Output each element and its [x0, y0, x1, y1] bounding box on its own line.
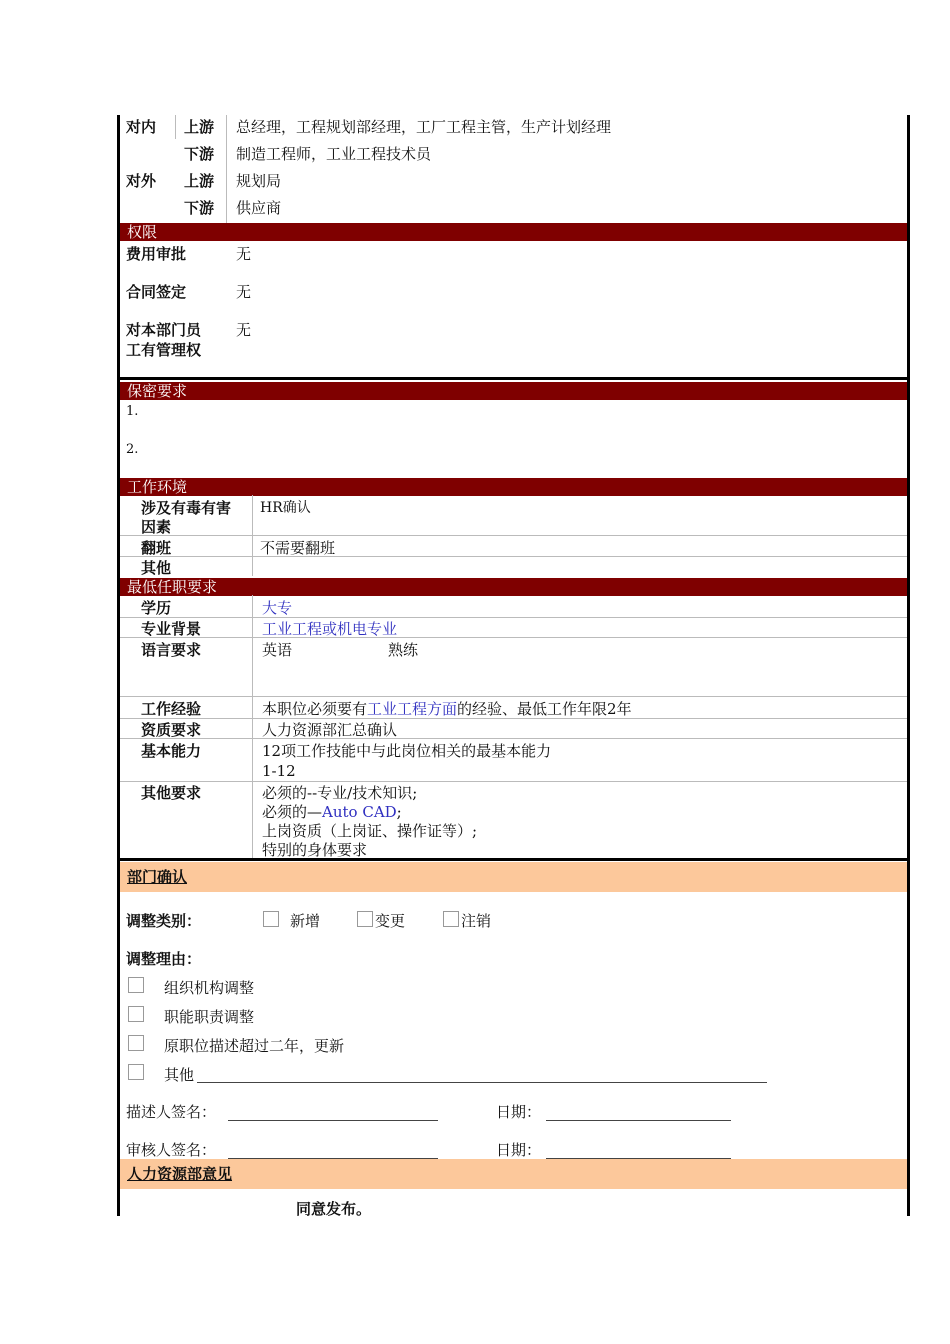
external-upstream-label: 上游: [184, 172, 215, 190]
checkbox-reason-other[interactable]: [128, 1064, 144, 1080]
staff-authority-value: 无: [236, 321, 252, 339]
external-downstream-label: 下游: [184, 199, 215, 217]
row-divider: [120, 637, 907, 638]
major-value: 工业工程或机电专业: [262, 620, 398, 638]
hazard-label-2: 因素: [141, 518, 172, 536]
row-divider: [120, 556, 907, 557]
contract-signing-value: 无: [236, 283, 252, 301]
confidentiality-header: 保密要求: [120, 382, 907, 400]
external-downstream-value: 供应商: [236, 199, 282, 217]
describer-signature-line[interactable]: [228, 1120, 438, 1121]
reason-function: 职能职责调整: [164, 1008, 255, 1026]
reason-other-line[interactable]: [197, 1082, 767, 1083]
describer-date-line[interactable]: [546, 1120, 731, 1121]
checkbox-reason-function[interactable]: [128, 1006, 144, 1022]
checkbox-change[interactable]: [357, 911, 373, 927]
adjust-type-cancel: 注销: [461, 912, 492, 930]
ability-line-2: 1-12: [262, 762, 296, 780]
external-label: 对外: [126, 172, 157, 190]
external-upstream-value: 规划局: [236, 172, 282, 190]
overtime-value: 不需要翻班: [260, 539, 336, 557]
adjust-reason-label: 调整理由：: [126, 950, 202, 968]
internal-upstream-label: 上游: [184, 118, 215, 136]
staff-authority-label-1: 对本部门员: [126, 321, 202, 339]
reviewer-date-label: 日期：: [496, 1141, 542, 1159]
other-req-line-4: 特别的身体要求: [262, 841, 368, 859]
overtime-label: 翻班: [141, 539, 172, 557]
expense-approval-value: 无: [236, 245, 252, 263]
department-confirm-header: 部门确认: [120, 862, 907, 892]
reason-outdated: 原职位描述超过二年，更新: [164, 1037, 345, 1055]
education-label: 学历: [141, 599, 172, 617]
staff-authority-label-2: 工有管理权: [126, 341, 202, 359]
major-label: 专业背景: [141, 620, 202, 638]
reason-org: 组织机构调整: [164, 979, 255, 997]
reason-other: 其他: [164, 1066, 195, 1084]
expense-approval-label: 费用审批: [126, 245, 187, 263]
row-divider: [120, 535, 907, 536]
describer-label: 描述人签名：: [126, 1103, 217, 1121]
job-description-frame: [117, 115, 910, 1216]
relations-divider: [226, 115, 227, 223]
checkbox-new[interactable]: [263, 911, 279, 927]
contract-signing-label: 合同签定: [126, 283, 187, 301]
internal-downstream-value: 制造工程师，工业工程技术员: [236, 145, 432, 163]
authority-header: 权限: [120, 223, 907, 241]
adjust-type-label: 调整类别：: [126, 912, 202, 930]
section-divider: [120, 377, 907, 380]
ability-label: 基本能力: [141, 742, 202, 760]
other-requirements-label: 其他要求: [141, 784, 202, 802]
experience-suffix: 的经验、最低工作年限2年: [457, 700, 632, 718]
row-divider: [120, 718, 907, 719]
environment-other-label: 其他: [141, 559, 172, 577]
environment-header: 工作环境: [120, 478, 907, 496]
checkbox-reason-org[interactable]: [128, 977, 144, 993]
column-divider: [252, 595, 253, 859]
describer-date-label: 日期：: [496, 1103, 542, 1121]
other-req-line-2: [262, 803, 402, 821]
section-divider: [120, 858, 907, 861]
autocad-link: Auto CAD: [322, 803, 397, 821]
adjust-type-change: 变更: [375, 912, 406, 930]
experience-prefix: 本职位必须要有: [262, 700, 368, 718]
qualification-value: 人力资源部汇总确认: [262, 721, 398, 739]
hr-opinion-value: 同意发布。: [296, 1200, 372, 1218]
other-req-line-1: 必须的--专业/技术知识;: [262, 784, 418, 802]
language-label: 语言要求: [141, 641, 202, 659]
education-value: 大专: [262, 599, 293, 617]
confidentiality-item-2: 2.: [126, 442, 139, 457]
experience-value: [262, 700, 632, 718]
internal-label: 对内: [126, 118, 157, 136]
ability-line-1: 12项工作技能中与此岗位相关的最基本能力: [262, 742, 552, 760]
hazard-value: HR确认: [260, 500, 311, 516]
row-divider: [120, 696, 907, 697]
row-divider: [120, 738, 907, 739]
other-req-line-3: 上岗资质（上岗证、操作证等）;: [262, 822, 478, 840]
other-req-line-2-prefix: 必须的—: [262, 803, 323, 821]
internal-downstream-label: 下游: [184, 145, 215, 163]
row-divider: [120, 781, 907, 782]
language-value: 英语: [262, 641, 293, 659]
qualification-label: 资质要求: [141, 721, 202, 739]
hr-opinion-header: 人力资源部意见: [120, 1159, 907, 1189]
experience-link: 工业工程方面: [367, 700, 458, 718]
checkbox-reason-outdated[interactable]: [128, 1035, 144, 1051]
row-divider: [120, 617, 907, 618]
internal-upstream-value: 总经理，工程规划部经理，工厂工程主管，生产计划经理: [236, 118, 612, 136]
adjust-type-new: 新增: [290, 912, 321, 930]
requirements-header: 最低任职要求: [120, 578, 907, 596]
language-level: 熟练: [388, 641, 419, 659]
relations-divider: [175, 115, 176, 139]
reviewer-label: 审核人签名：: [126, 1141, 217, 1159]
confidentiality-item-1: 1.: [126, 404, 139, 419]
column-divider: [252, 495, 253, 576]
experience-label: 工作经验: [141, 700, 202, 718]
hazard-label-1: 涉及有毒有害: [141, 499, 232, 517]
other-req-line-2-suffix: ;: [396, 803, 402, 821]
checkbox-cancel[interactable]: [443, 911, 459, 927]
